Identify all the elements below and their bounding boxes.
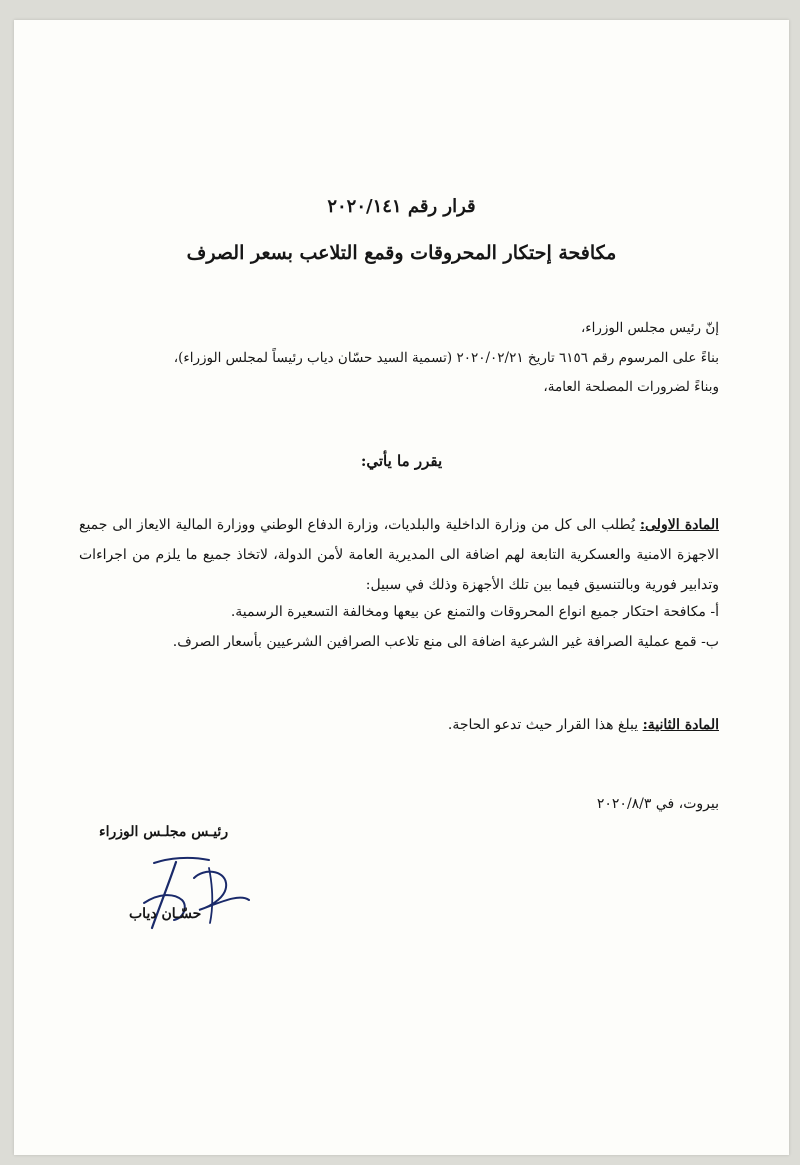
article-1 (79, 510, 719, 600)
signatory-name: حسّـان دياب (129, 906, 202, 922)
decision-document (14, 20, 789, 1155)
signatory-title: رئيـس مجلـس الوزراء (99, 824, 229, 840)
article-1-text: يُطلب الى كل من وزارة الداخلية والبلديات، وزارة الدفاع الوطني ووزارة المالية الايعاز الى جميع الاجهزة الامنية والعسكرية التابعة لهم اضافة الى المديرية العامة لأمن الدولة، لاتخاذ جميع ما يلزم من اجراءات وتدابير فورية وبالتنسيق فيما بين تلك الأجهزة وذلك في سبيل: (79, 517, 719, 593)
article-2-text: يبلغ هذا القرار حيث تدعو الحاجة. (447, 717, 639, 733)
preamble-line-3: وبناءً لضرورات المصلحة العامة، (543, 379, 719, 395)
article-1-item-a: أ- مكافحة احتكار جميع انواع المحروقات والتمنع عن بيعها ومخالفة التسعيرة الرسمية. (230, 604, 719, 620)
decision-number: قرار رقم ٢٠٢٠/١٤١ (327, 196, 476, 217)
decides-heading: يقرر ما يأتي: (360, 452, 443, 470)
handwritten-signature (114, 848, 264, 938)
document-sheet (14, 20, 789, 1155)
article-1-item-b: ب- قمع عملية الصرافة غير الشرعية اضافة الى منع تلاعب الصرافين الشرعيين بأسعار الصرف. (172, 634, 719, 650)
place-date: بيروت، في ٢٠٢٠/٨/٣ (596, 796, 719, 812)
article-2-label: المادة الثانية: (642, 717, 719, 733)
article-1-label: المادة الاولى: (639, 517, 719, 533)
preamble-line-1: إنّ رئيس مجلس الوزراء، (580, 320, 719, 336)
decision-subject: مكافحة إحتكار المحروقات وقمع التلاعب بسعر الصرف (186, 242, 617, 264)
article-2 (79, 710, 719, 740)
preamble-line-2: بناءً على المرسوم رقم ٦١٥٦ تاريخ ٢٠٢٠/٠٢/٢١ (تسمية السيد حسّان دياب رئيساً لمجلس الوزراء)، (173, 350, 719, 366)
